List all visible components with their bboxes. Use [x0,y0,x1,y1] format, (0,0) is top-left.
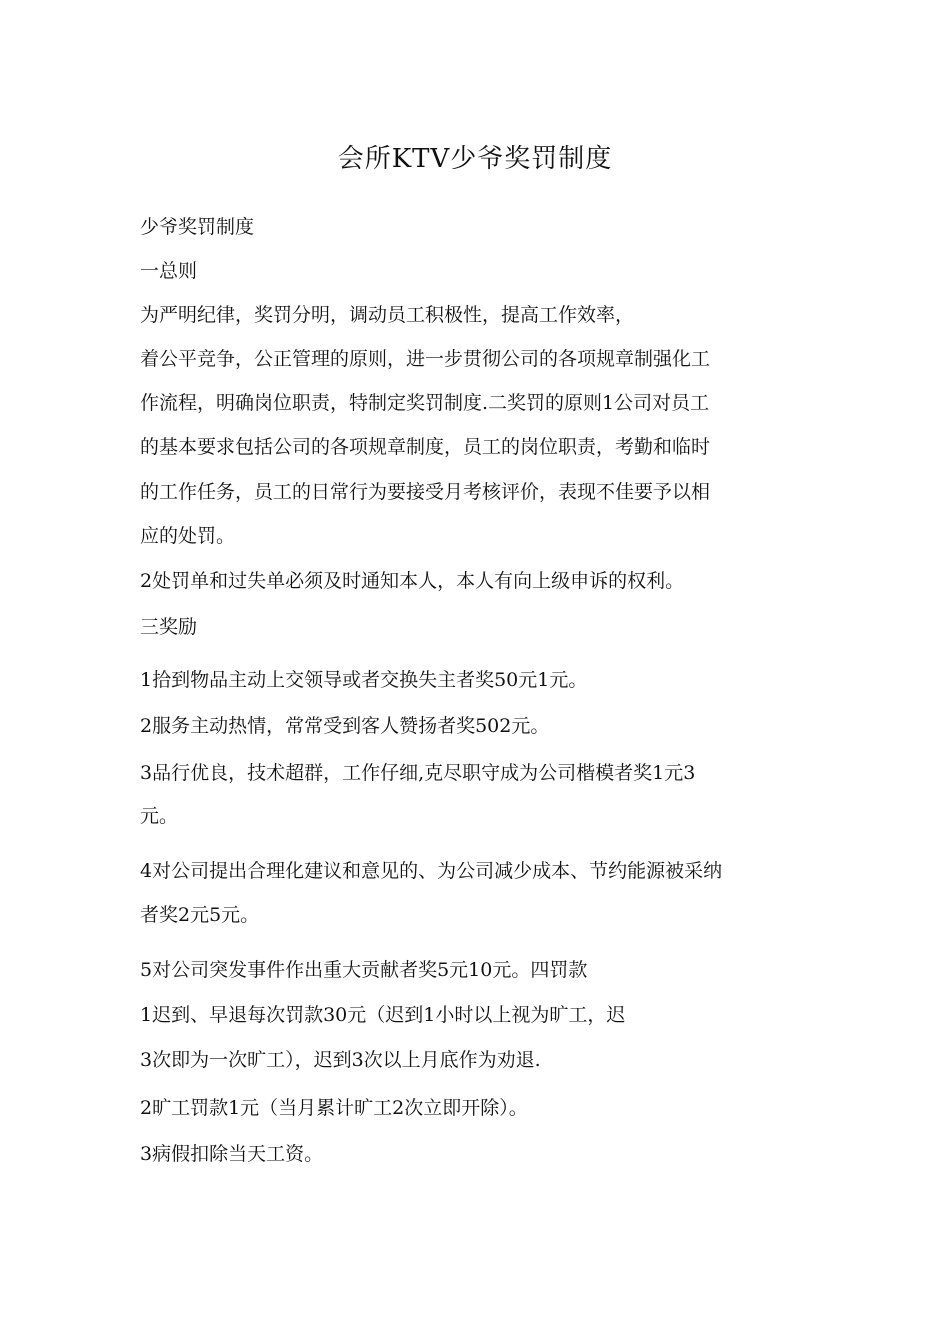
list-item: 者奖2元5元。 [140,904,260,926]
document-title: 会所KTV少爷奖罚制度 [337,144,613,174]
paragraph-line: 的基本要求包括公司的各项规章制度，员工的岗位职责，考勤和临时 [140,436,711,458]
section-heading: 少爷奖罚制度 [140,216,255,238]
paragraph-line: 作流程，明确岗位职责，特制定奖罚制度.二奖罚的原则1公司对员工 [140,392,710,414]
list-item: 1迟到、早退每次罚款30元（迟到1小时以上视为旷工，迟 [140,1004,626,1026]
paragraph-line: 着公平竞争，公正管理的原则，进一步贯彻公司的各项规章制强化工 [140,348,711,370]
paragraph-line: 2处罚单和过失单必须及时通知本人，本人有向上级申诉的权利。 [140,570,685,592]
section-heading: 一总则 [140,260,198,282]
paragraph-line: 应的处罚。 [140,525,236,547]
section-heading: 三奖励 [140,616,198,638]
paragraph-line: 的工作任务，员工的日常行为要接受月考核评价，表现不佳要予以相 [140,481,711,503]
list-item: 3次即为一次旷工），迟到3次以上月底作为劝退. [140,1049,541,1071]
list-item: 5对公司突发事件作出重大贡献者奖5元10元。四罚款 [140,959,588,981]
paragraph-line: 为严明纪律，奖罚分明，调动员工积极性，提高工作效率， [140,304,635,326]
list-item: 3病假扣除当天工资。 [140,1143,324,1165]
list-item: 2服务主动热情，常常受到客人赞扬者奖502元。 [140,715,550,737]
list-item: 2旷工罚款1元（当月累计旷工2次立即开除）。 [140,1097,528,1119]
list-item: 1拾到物品主动上交领导或者交换失主者奖50元1元。 [140,669,588,691]
list-item: 元。 [140,805,179,827]
list-item: 4对公司提出合理化建议和意见的、为公司减少成本、节约能源被采纳 [140,860,723,882]
list-item: 3品行优良，技术超群，工作仔细,克尽职守成为公司楷模者奖1元3 [140,762,696,784]
